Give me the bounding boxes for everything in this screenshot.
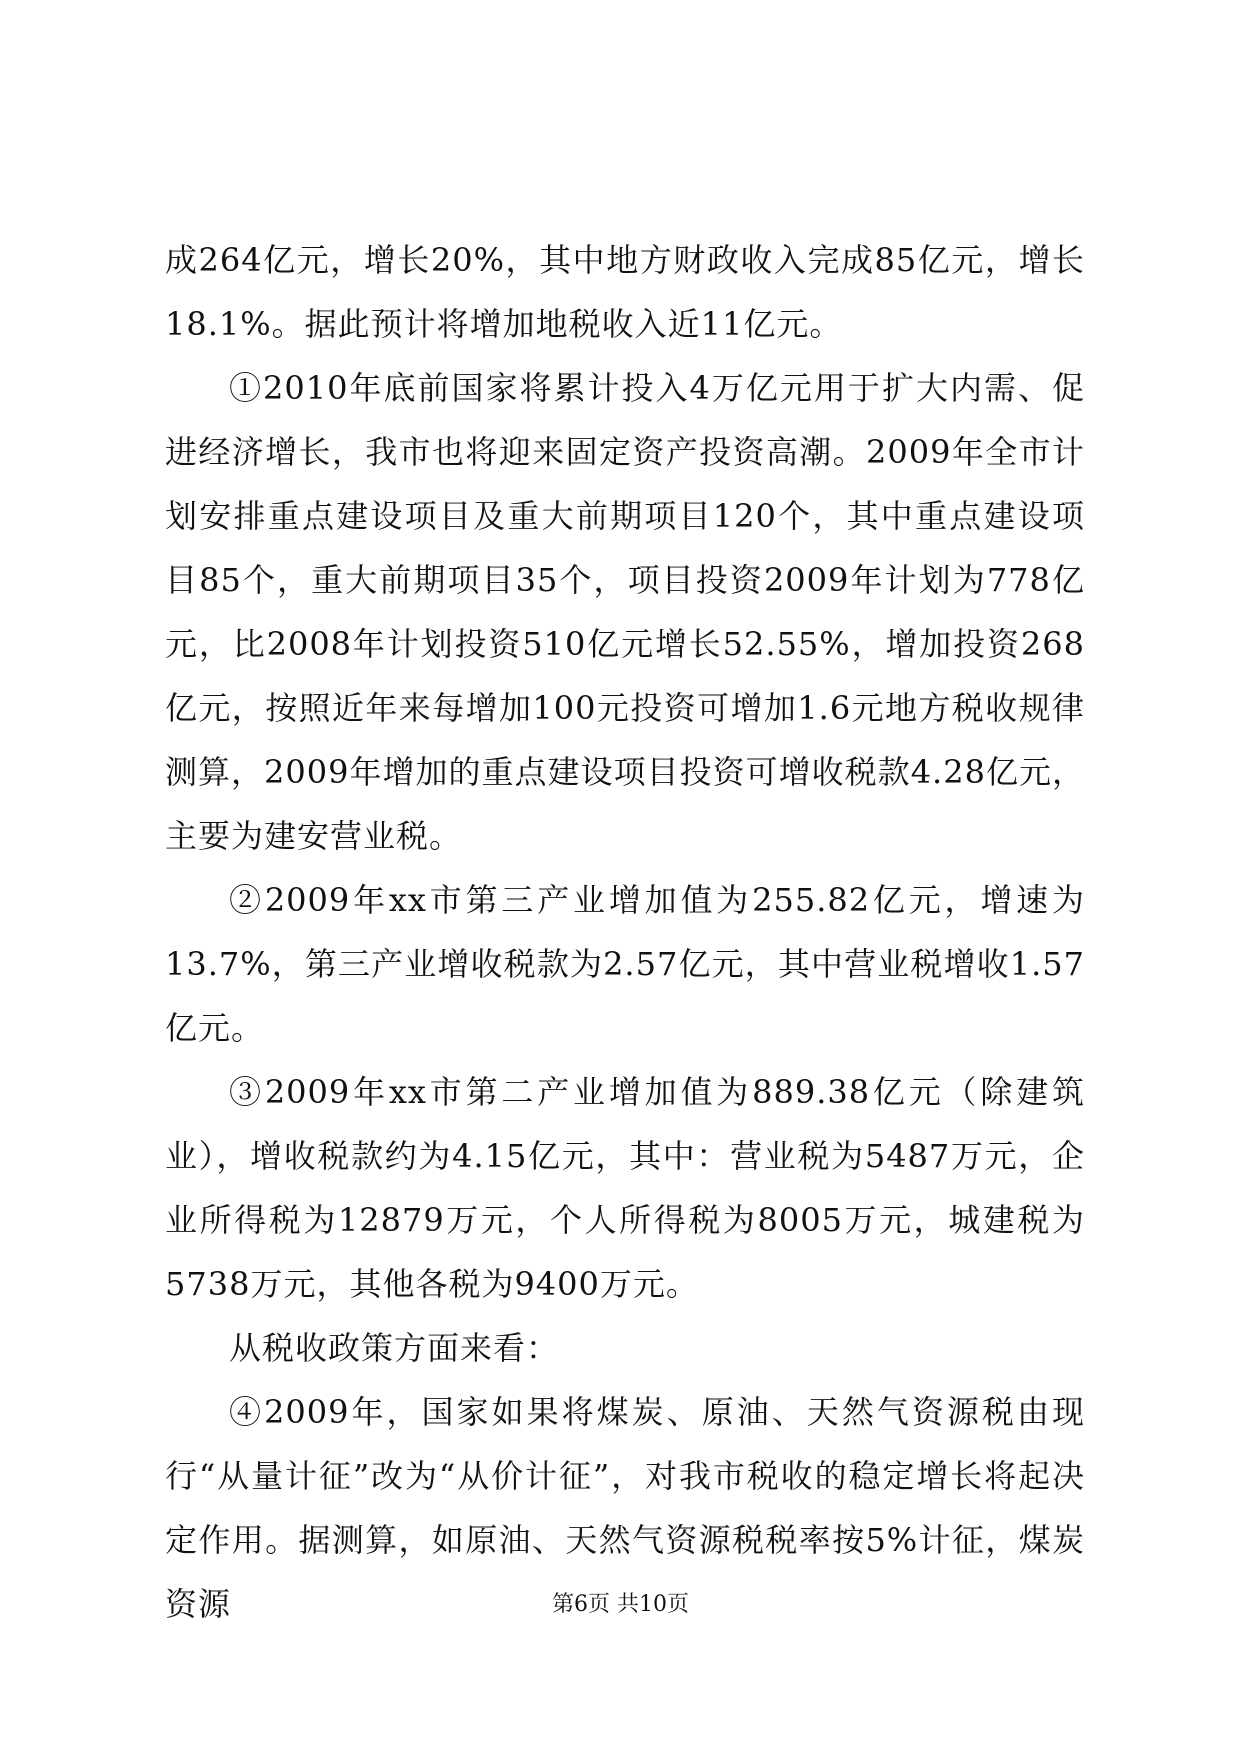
document-body xyxy=(165,228,1085,1636)
paragraph-item-1: ①2010年底前国家将累计投入4万亿元用于扩大内需、促进经济增长，我市也将迎来固定资产投资高潮。2009年全市计划安排重点建设项目及重大前期项目120个，其中重点建设项目85个，重大前期项目35个，项目投资2009年计划为778亿元，比2008年计划投资510亿元增长52.55%，增加投资268亿元，按照近年来每增加100元投资可增加1.6元地方税收规律测算，2009年增加的重点建设项目投资可增收税款4.28亿元，主要为建安营业税。 xyxy=(165,369,1085,855)
paragraph-item-2: ②2009年xx市第三产业增加值为255.82亿元，增速为13.7%，第三产业增收税款为2.57亿元，其中营业税增收1.57亿元。 xyxy=(165,881,1085,1047)
paragraph-item-3: ③2009年xx市第二产业增加值为889.38亿元（除建筑业），增收税款约为4.15亿元，其中：营业税为5487万元，企业所得税为12879万元，个人所得税为8005万元，城建税为5738万元，其他各税为9400万元。 xyxy=(165,1073,1085,1303)
paragraph-item-4: ④2009年，国家如果将煤炭、原油、天然气资源税由现行“从量计征”改为“从价计征”，对我市税收的稳定增长将起决定作用。据测算，如原油、天然气资源税税率按5%计征，煤炭资源 xyxy=(165,1393,1085,1623)
paragraph-policy-heading: 从税收政策方面来看： xyxy=(229,1329,560,1367)
paragraph-continuation: 成264亿元，增长20%，其中地方财政收入完成85亿元，增长18.1%。据此预计将增加地税收入近11亿元。 xyxy=(165,241,1085,343)
page-footer: 第6页 共10页 xyxy=(552,1592,689,1617)
